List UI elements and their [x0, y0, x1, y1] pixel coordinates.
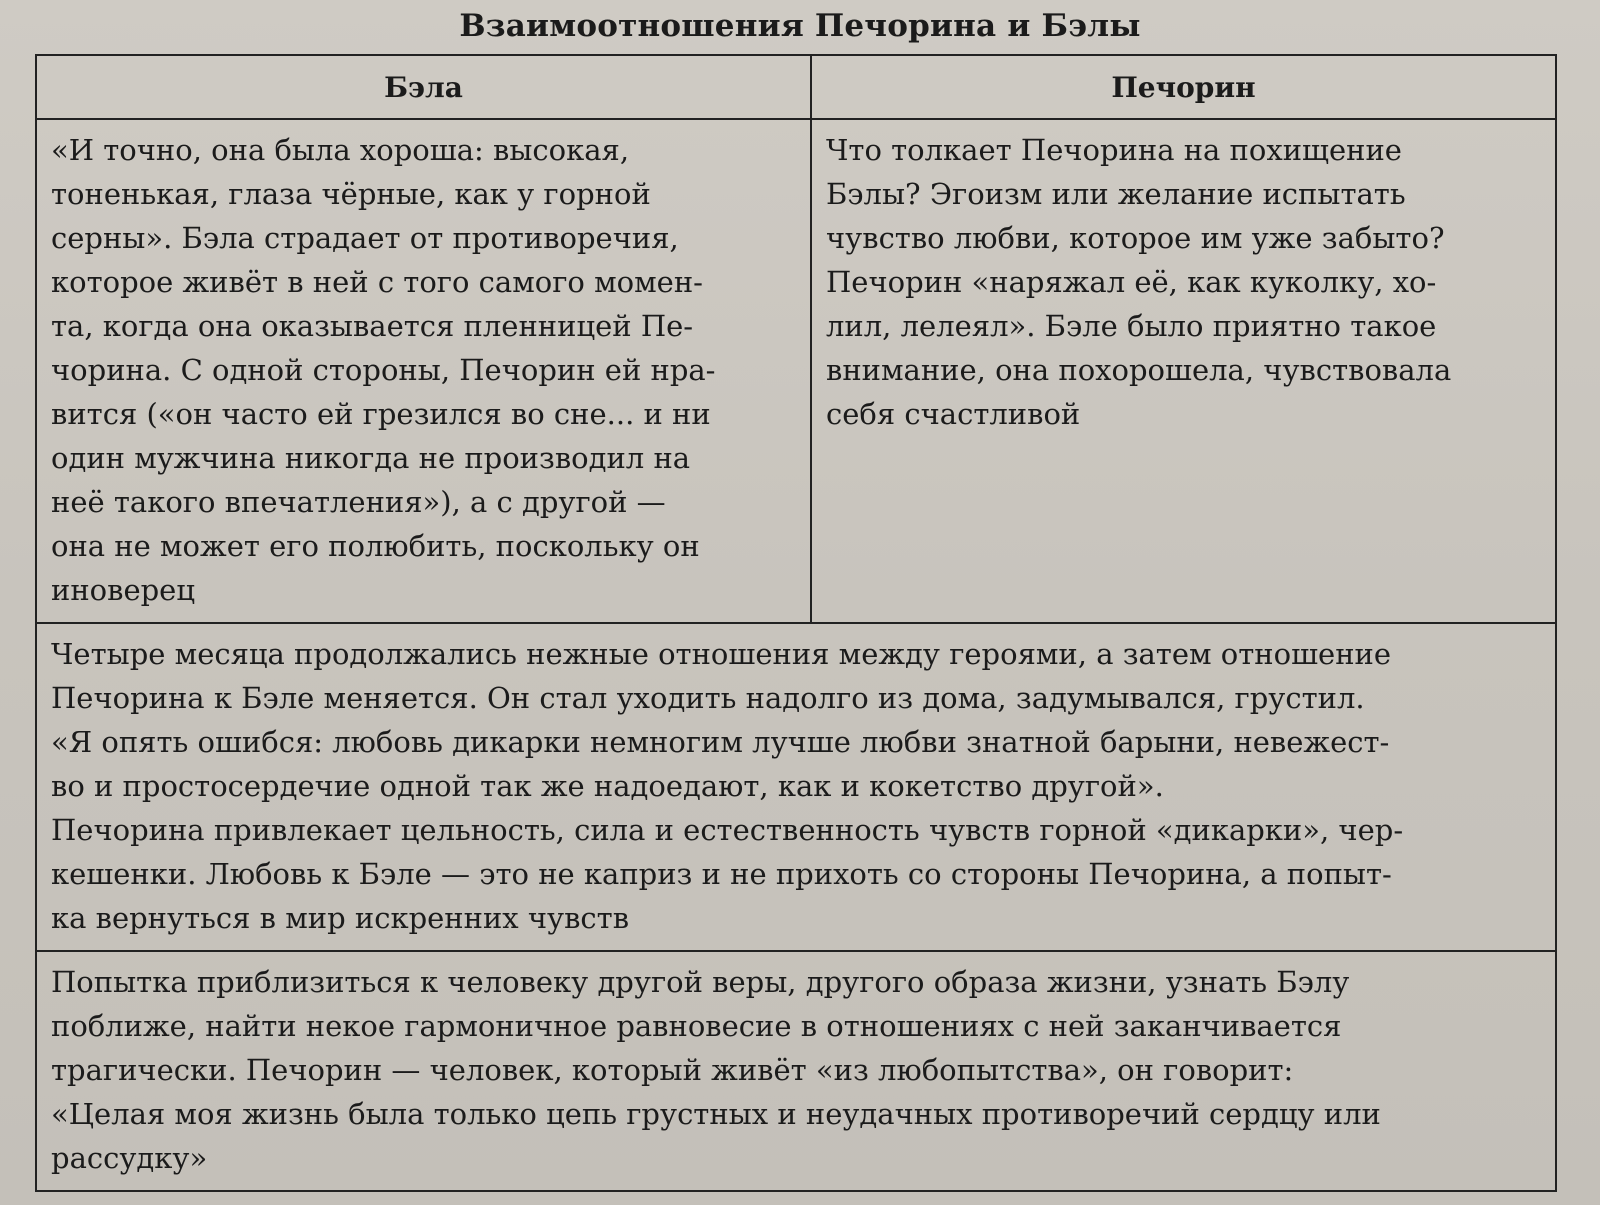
- relationship-table: [35, 54, 1557, 1192]
- pechorin-description: Что толкает Печорина на похищение Бэлы? Эгоизм или желание испытать чувство любви, которое им уже забыто? Печорин «наряжал её, как куколку, хо- лил, лелеял». Бэле было приятно такое внимание, она похорошела, чувствовала себя счастливой: [826, 133, 1452, 431]
- relationship-change-cell: [36, 623, 1556, 951]
- bela-cell: [36, 119, 811, 623]
- bela-description: «И точно, она была хороша: высокая, тоненькая, глаза чёрные, как у горной серны». Бэла страдает от противоречия, которое живёт в ней с того самого момен- та, когда она оказывается пленницей Пе- чорина. С одной стороны, Печорин ей нра- вится («он часто ей грезился во сне... и ни один мужчина никогда не производил на неё такого впечатления»), а с другой — она не может его полюбить, поскольку он иноверец: [51, 133, 716, 607]
- header-bela: Бэла: [36, 55, 811, 119]
- table-row: [36, 623, 1556, 951]
- pechorin-cell: [811, 119, 1556, 623]
- tragic-ending-cell: [36, 951, 1556, 1191]
- table-row: [36, 119, 1556, 623]
- table-row: [36, 951, 1556, 1191]
- header-pechorin: Печорин: [811, 55, 1556, 119]
- relationship-change-text: Четыре месяца продолжались нежные отношения между героями, а затем отношение Печорина к Бэле меняется. Он стал уходить надолго из дома, задумывался, грустил. «Я опять ошибся: любовь дикарки немногим лучше любви знатной барыни, невежест- во и простосердечие одной так же надоедают, как и кокетство другой». Печорина привлекает цельность, сила и естественность чувств горной «дикарки», чер- кешенки. Любовь к Бэле — это не каприз и не прихоть со стороны Печорина, а попыт- ка вернуться в мир искренних чувств: [51, 637, 1404, 935]
- table-header-row: [36, 55, 1556, 119]
- page-title: Взаимоотношения Печорина и Бэлы: [459, 8, 1141, 44]
- tragic-ending-text: Попытка приблизиться к человеку другой веры, другого образа жизни, узнать Бэлу поближе, найти некое гармоничное равновесие в отношениях с ней заканчивается трагически. Печорин — человек, который живёт «из любопытства», он говорит: «Целая моя жизнь была только цепь грустных и неудачных противоречий сердцу или рассудку»: [51, 965, 1381, 1175]
